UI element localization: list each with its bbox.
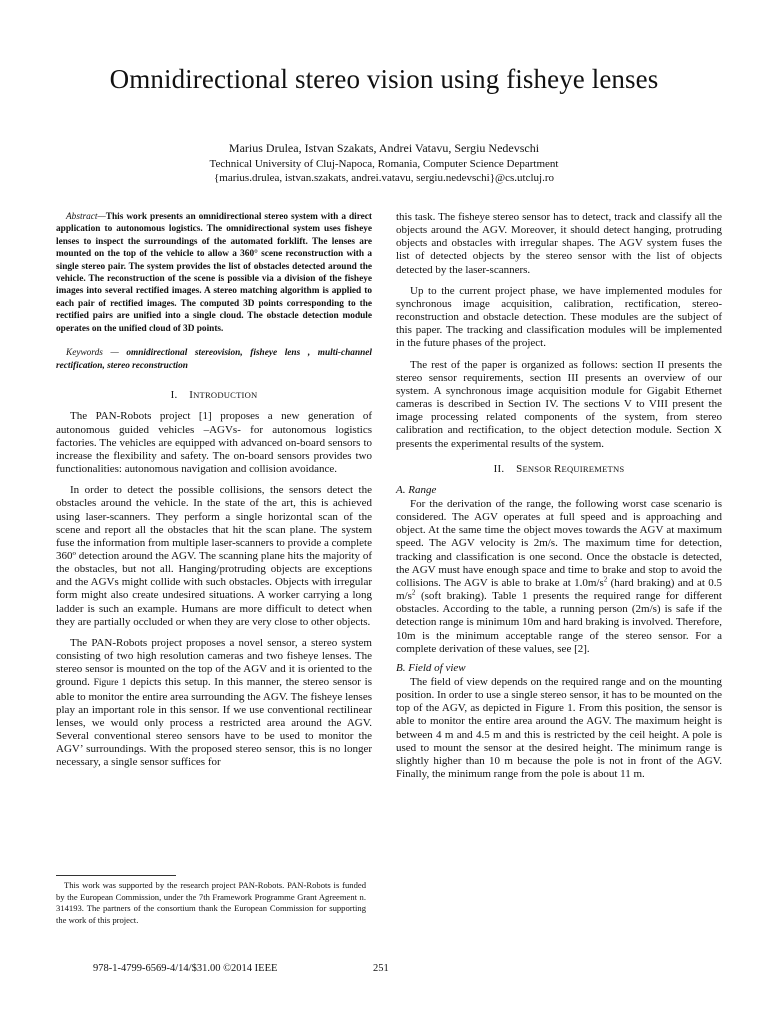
page-number: 251 (373, 963, 389, 974)
left-column (56, 211, 372, 777)
range-text-3: (soft braking). Table 1 presents the required range for different obstacles. According to the table, a running person (2m/s) is safe if the detection range is minimum 10m and hard braking is involved. Therefore, 10m is the minimum acceptable range of the stereo sensor. For a complete derivation of these values, see [2]. (396, 590, 722, 655)
author-list: Marius Drulea, Istvan Szakats, Andrei Vatavu, Sergiu Nedevschi (228, 141, 540, 155)
range-text-2: (hard braking) and at 0.5 m/s (396, 576, 722, 603)
intro-paragraph-3 (56, 637, 372, 770)
section-rest: ENSOR (522, 463, 554, 474)
section-initial: I (189, 389, 194, 402)
superscript: 2 (603, 575, 608, 584)
intro-paragraph-3-part-a: The PAN-Robots project proposes a novel sensor, a stereo system consisting of two high resolution cameras and two fisheye lenses. The stereo sensor is mounted on the top of the AGV and it is oriented to the ground. (56, 636, 372, 689)
intro-paragraph-3-part-b: depicts this setup. In this manner, the stereo sensor is able to monitor the entire area surrounding the AGV. The fisheye lenses play an important role in this sensor. If we use conventional rectilinear lenses, we would only process a restricted area around the AGV. Several conventional stereo sensors have to be used to monitor the AGV’ surroundings. With the proposed stereo sensor, this is no longer necessary, a single sensor suffices for (56, 676, 372, 769)
section-rest: NTRODUCTION (193, 390, 258, 401)
section-initial: S (516, 462, 523, 475)
right-paragraph-3: The rest of the paper is organized as follows: section II presents the stereo sensor requirements, section III presents an overview of our system. A synchronous image acquisition module for Gigabit Ethernet cameras is described in Section IV. The sections V to VIII present the image processing related components of the system, from stereo calibration and rectification, to the object detection module. Section X presents the experimental results of the system. (396, 358, 722, 450)
subsection-range-heading: A. Range (396, 483, 437, 496)
keywords (56, 347, 372, 372)
section-number: I. (170, 389, 178, 402)
isbn-copyright: 978-1-4799-6569-4/14/$31.00 ©2014 IEEE (93, 963, 278, 974)
keywords-label: Keywords — (66, 348, 127, 359)
abstract (56, 211, 372, 335)
section-heading-introduction (56, 389, 372, 402)
keywords-text: omnidirectional stereovision, fisheye lens , multi-channel rectification, stereo reconstruction (56, 348, 372, 371)
fov-paragraph: The field of view depends on the required range and on the mounting position. In order to use a single stereo sensor, it has to be mounted on the top of the AGV, as depicted in Figure 1. From this position, the sensor is able to monitor the entire area around the AGV. The maximum height is between 4 m and 4.5 m and this is restricted by the ceil height. A pole is used to mount the sensor at the desired height. The minimum range is slightly higher than 10 m because the pole is not in front of the AGV. Finally, the minimum range from the pole is about 11 m. (396, 676, 722, 781)
figure-reference[interactable]: Figure 1 (93, 678, 127, 689)
range-text-1: For the derivation of the range, the following worst case scenario is considered. The AGV operates at full speed and is approaching and object. At the same time the object moves towards the AGV at maximum speed. The AGV velocity is 2m/s. The maximum time for detection, tracking and classification is one second. Once the obstacle is detected, the AGV must have enough space and time to brake and stop to avoid the collisions. The AGV is able to brake at 1.0m/s (396, 497, 722, 589)
subsection-fov-heading: B. Field of view (396, 661, 466, 674)
right-paragraph-2: Up to the current project phase, we have implemented modules for synchronous image acquisition, calibration, rectification, stereo-reconstruction and obstacle detection. These modules are the subject of this paper. The tracking and classification modules will be implemented in the future phases of the project. (396, 284, 722, 350)
intro-paragraph-1: The PAN-Robots project [1] proposes a new generation of autonomous guided vehicles –AGVs- for autonomous logistics factories. The vehicles are equipped with advanced on-board sensors to increase the flexibility and safety. The on-board sensors provides two functionalities: autonomous navigation and collision avoidance. (56, 410, 372, 476)
author-emails: {marius.drulea, istvan.szakats, andrei.vatavu, sergiu.nedevschi}@cs.utcluj.ro (213, 172, 554, 184)
section-number: II. (493, 462, 505, 475)
paper-title: Omnidirectional stereo vision using fisheye lenses (109, 64, 659, 94)
right-column (396, 211, 722, 789)
footnote-divider (56, 875, 176, 876)
section-rest-2: EQUIREMETNS (561, 463, 625, 474)
section-heading-requirements (396, 463, 722, 476)
right-paragraph-1: this task. The fisheye stereo sensor has to detect, track and classify all the objects around the AGV. Moreover, it should detect hanging, protruding objects and obstacles with irregular shapes. The AGV system fuses the list of detected objects by the stereo sensor with the list of objects detected by the laser-scanners. (396, 211, 722, 276)
superscript: 2 (411, 588, 416, 597)
funding-footnote: This work was supported by the research project PAN-Robots. PAN-Robots is funded by the European Commission, under the 7th Framework Programme Grant Agreement n. 314193. The partners of the consortium thank the European Commission for supporting the work of this project. (56, 880, 366, 925)
intro-paragraph-2: In order to detect the possible collisions, the sensors detect the obstacles around the vehicle. In the state of the art, this is achieved using laser-scanners. They perform a single horizontal scan of the scene and report all the obstacles that hit the scan plane. The system fuse the information from multiple laser-scanners to provide a complete 360º detection around the AGV. The scanning plane hits the majority of the obstacles, but not all. Hanging/protruding objects are exceptions and the AGVs might collide with such obstacles. Objects with irregular form might also create undesired situations. A worker carrying a long ladder is such an example. Humans are more difficult to detect when they are partially occluded or when they are very close to other objects. (56, 484, 372, 628)
abstract-label: Abstract— (66, 212, 106, 222)
abstract-text: This work presents an omnidirectional stereo system with a direct application to autonomous logistics. The omnidirectional system uses fisheye lenses to inspect the surroundings of the automated forklift. The lenses are mounted on the top of the vehicle to allow a 360° scene reconstruction with a single stereo pair. The system provides the list of obstacles detected around the vehicle. The reconstruction of the scene is possible via a division of the fisheye images into several rectified images. A stereo matching algorithm is applied to each pair of rectified images. The computed 3D points corresponding to the rectified pairs are unified into a single cloud. The obstacle detection module operates on the unified cloud of 3D points. (56, 212, 372, 334)
range-paragraph (396, 498, 722, 656)
affiliation: Technical University of Cluj-Napoca, Romania, Computer Science Department (209, 158, 559, 170)
section-initial-2: R (553, 462, 562, 475)
